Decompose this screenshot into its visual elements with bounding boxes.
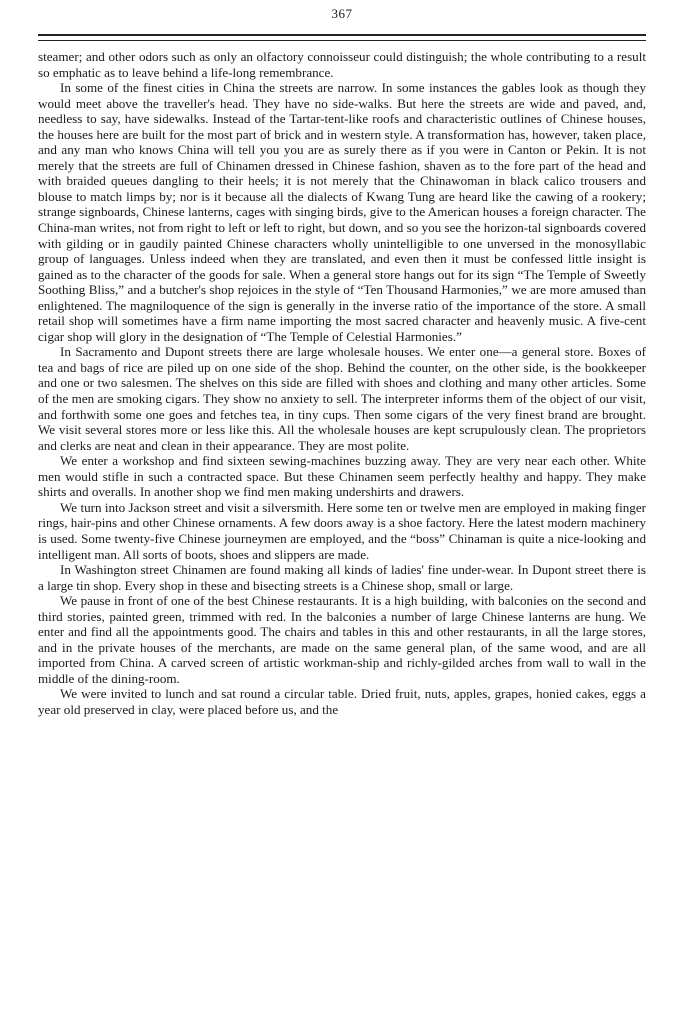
paragraph-washington-street: In Washington street Chinamen are found making all kinds of ladies' fine under-wear. In Dupont street there is a large tin shop. Every shop in these and bisecting streets is a Chinese shop, small or large. xyxy=(38,562,646,593)
paragraph-restaurant: We pause in front of one of the best Chinese restaurants. It is a high building, with balconies on the second and third stories, painted green, trimmed with red. In the balconies a number of large Chinese lanterns are hung. We enter and find all the appointments good. The chairs and tables in this and other restaurants, in all the large stores, and in the private houses of the merchants, are made on the same general plan, of the same wood, and are all imported from China. A carved screen of artistic workman-ship and richly-gilded arches from wall to wall in the middle of the dining-room. xyxy=(38,593,646,686)
paragraph-narrow-streets: In some of the finest cities in China the streets are narrow. In some instances the gables look as though they would meet above the traveller's head. They have no side-walks. But here the streets are wide and paved, and, needless to say, have sidewalks. Instead of the Tartar-tent-like roofs and characteristic outlines of Chinese houses, the houses here are built for the most part of brick and in western style. A transformation has, however, taken place, and any man who knows China will tell you you are as surely there as if you were in Canton or Pekin. It is not merely that the streets are full of Chinamen dressed in Chinese fashion, shaven as to the fore part of the head and with braided queues dangling to their heels; it is not merely that the Chinawoman in black calico trousers and blouse to match limps by; nor is it because all the dialects of Kwang Tung are heard like the cawing of a rookery; strange signboards, Chinese lanterns, cages with singing birds, give to the American houses a foreign character. The China-man writes, not from right to left or left to right, but down, and so you see the horizon-tal signboards covered with gilding or in gaudily painted Chinese characters wholly unintelligible to one unversed in the monosyllabic group of languages. Unless indeed when they are translated, and even then it must be confessed little insight is gained as to the character of the goods for sale. When a general store hangs out for its sign “The Temple of Sweetly Soothing Bliss,” and a butcher's shop rejoices in the style of “Ten Thousand Harmonies,” we are more amused than enlightened. The magniloquence of the sign is generally in the inverse ratio of the importance of the store. A small retail shop will sometimes have a firm name importing the most sacred character and heavenly music. A five-cent cigar shop will glory in the designation of “The Temple of Celestial Harmonies.” xyxy=(38,80,646,344)
paragraph-continued: steamer; and other odors such as only an olfactory connoisseur could distinguish; the whole contributing to a result so emphatic as to leave behind a life-long remembrance. xyxy=(38,49,646,80)
header-rule-thin xyxy=(38,40,646,41)
paragraph-workshop: We enter a workshop and find sixteen sewing-machines buzzing away. They are very near each other. White men would stifle in such a contracted space. But these Chinamen seem perfectly healthy and happy. They make shirts and overalls. In another shop we find men making undershirts and drawers. xyxy=(38,453,646,500)
paragraph-wholesale-houses: In Sacramento and Dupont streets there are large wholesale houses. We enter one—a general store. Boxes of tea and bags of rice are piled up on one side of the shop. Behind the counter, on the other side, is the bookkeeper and one or two salesmen. The shelves on this side are filled with shoes and clothing and many other articles. Some of the men are smoking cigars. They show no anxiety to sell. The interpreter informs them of the object of our visit, and forthwith some one goes and fetches tea, in tiny cups. Then some cigars of the very finest brand are brought. We visit several stores more or less like this. All the wholesale houses are kept scrupulously clean. The proprietors and clerks are neat and clean in their appearance. They are most polite. xyxy=(38,344,646,453)
body-text xyxy=(38,49,646,718)
paragraph-lunch: We were invited to lunch and sat round a circular table. Dried fruit, nuts, apples, grapes, honied cakes, eggs a year old preserved in clay, were placed before us, and the xyxy=(38,686,646,717)
page-number: 367 xyxy=(331,6,353,21)
paragraph-jackson-street: We turn into Jackson street and visit a silversmith. Here some ten or twelve men are employed in making finger rings, hair-pins and other Chinese ornaments. A few doors away is a shoe factory. Here the latest modern machinery is used. Some twenty-five Chinese journeymen are employed, and the “boss” Chinaman is quite a nice-looking and intelligent man. All sorts of boots, shoes and slippers are made. xyxy=(38,499,646,562)
header-rule-thick xyxy=(38,34,646,36)
